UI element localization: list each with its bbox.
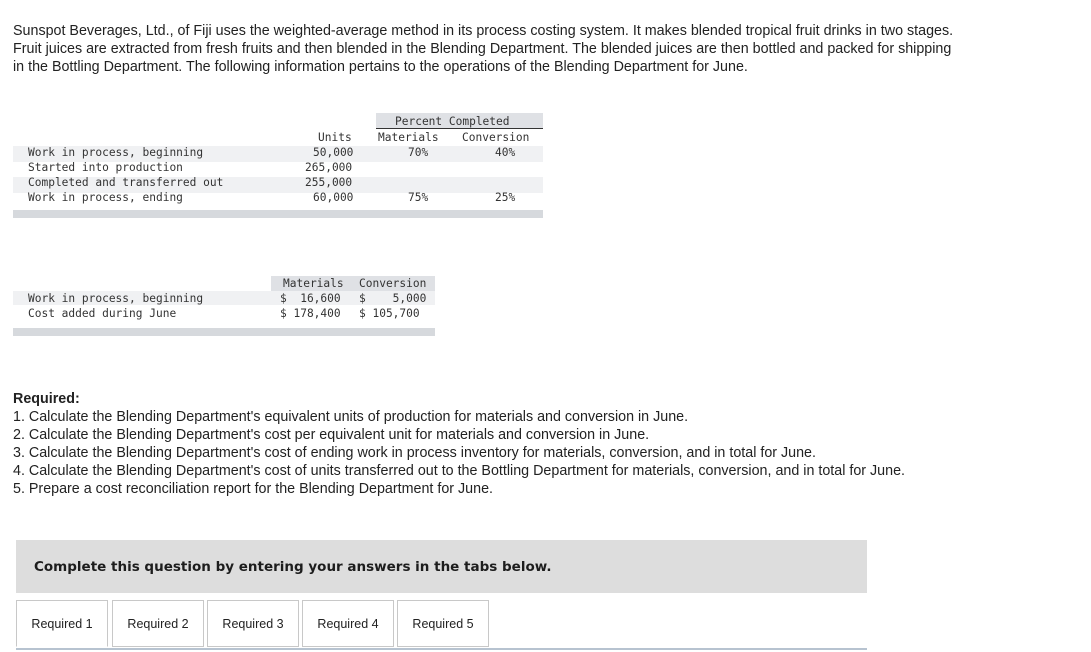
required-item: 3. Calculate the Blending Department's cost of ending work in process inventory for materials, conversion, and in total for June. [13, 445, 816, 461]
required-section [13, 390, 943, 498]
row-units: 265,000 [305, 161, 353, 174]
col-materials: Materials [283, 277, 344, 290]
tabs-baseline [16, 648, 867, 650]
row-units: 255,000 [305, 176, 353, 189]
required-item: 2. Calculate the Blending Department's cost per equivalent unit for materials and conversion in June. [13, 427, 650, 443]
col-materials: Materials [378, 131, 439, 144]
required-item: 4. Calculate the Blending Department's cost of units transferred out to the Bottling Department for materials, conversion, and in total for June. [13, 463, 905, 479]
required-title: Required: [13, 391, 80, 407]
row-materials-pct: 70% [408, 146, 429, 159]
cost-table [13, 276, 435, 336]
table-bottom-bar [13, 328, 435, 336]
tab-required-3[interactable]: Required 3 [207, 600, 299, 647]
row-materials-cost: $ 178,400 [280, 307, 341, 320]
header-divider [376, 128, 543, 129]
percent-completed-header: Percent Completed [395, 115, 510, 128]
table-bottom-bar [13, 210, 543, 218]
row-units: 60,000 [313, 191, 354, 204]
units-table [13, 113, 543, 220]
row-label: Work in process, beginning [28, 292, 204, 305]
required-item: 5. Prepare a cost reconciliation report for the Blending Department for June. [13, 481, 493, 497]
tab-required-1[interactable]: Required 1 [16, 600, 108, 647]
tab-required-2[interactable]: Required 2 [112, 600, 204, 647]
row-label: Started into production [28, 161, 183, 174]
row-conversion-cost: $ 5,000 [359, 292, 427, 305]
tab-required-4[interactable]: Required 4 [302, 600, 394, 647]
row-label: Cost added during June [28, 307, 177, 320]
problem-intro: Sunspot Beverages, Ltd., of Fiji uses the weighted-average method in its process costing system. It makes blended tropical fruit drinks in two stages. Fruit juices are extracted from fresh fruits and then blended in the Blending Department. The blended juices are then bottled and packed for shipping in the Bottling Department. The following information pertains to the operations of the Blending Department for June. [13, 23, 954, 75]
row-materials-cost: $ 16,600 [280, 292, 341, 305]
row-label: Completed and transferred out [28, 176, 224, 189]
required-tabs [16, 600, 867, 650]
row-units: 50,000 [313, 146, 354, 159]
row-conversion-cost: $ 105,700 [359, 307, 420, 320]
col-conversion: Conversion [359, 277, 427, 290]
row-label: Work in process, ending [28, 191, 183, 204]
tab-required-5[interactable]: Required 5 [397, 600, 489, 647]
row-conversion-pct: 25% [495, 191, 516, 204]
row-conversion-pct: 40% [495, 146, 516, 159]
row-label: Work in process, beginning [28, 146, 204, 159]
col-units: Units [318, 131, 352, 144]
required-item: 1. Calculate the Blending Department's equivalent units of production for materials and conversion in June. [13, 409, 689, 425]
instructions-banner [16, 540, 867, 593]
row-materials-pct: 75% [408, 191, 429, 204]
col-conversion: Conversion [462, 131, 530, 144]
instructions-text: Complete this question by entering your answers in the tabs below. [34, 558, 552, 575]
